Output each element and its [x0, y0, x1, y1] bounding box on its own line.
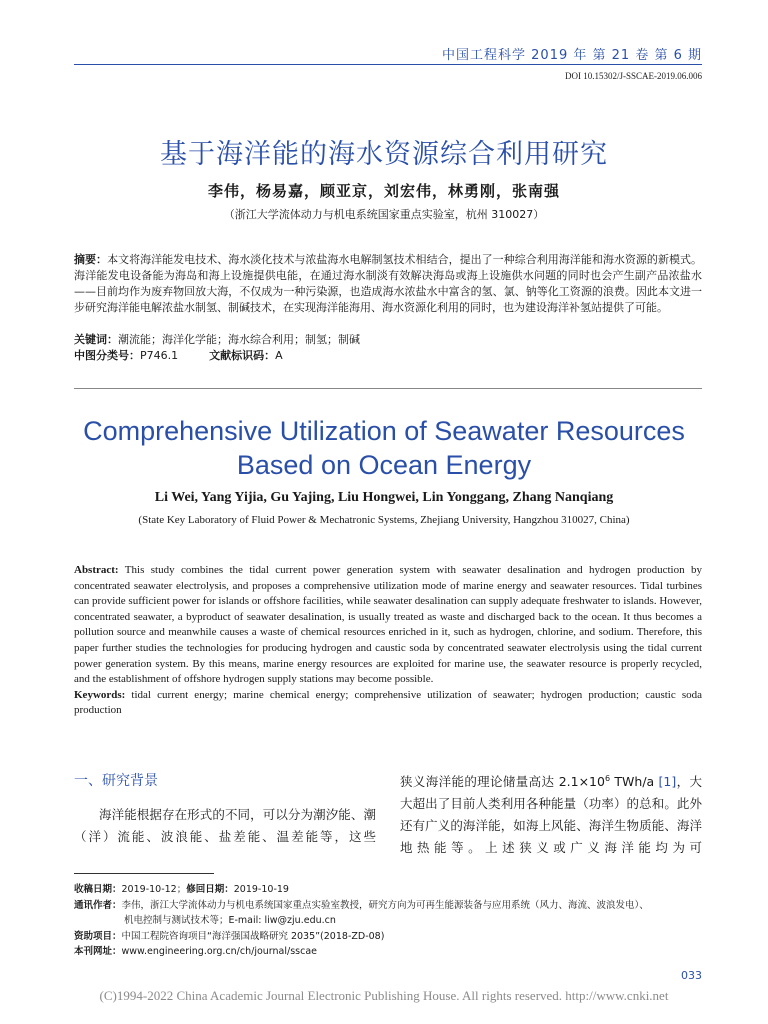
- footnote-divider: [74, 873, 214, 874]
- doc-code-label: 文献标识码：: [209, 349, 276, 362]
- exponent: 6: [604, 774, 611, 783]
- abstract-text: 本文将海洋能发电技术、海水淡化技术与浓盐海水电解制氢技术相结合，提出了一种综合利用海洋能和海水资源的新模式。海洋能发电设备能为海岛和海上设施提供电能，在通过海水制淡有效解决海岛或海上设施供水问题的同时也会产生副产品浓盐水——目前均作为废弃物回放大海，不仅成为一种污染源，也造成海水浓盐水中富含的氢、氯、钠等化工资源的浪费。因此本文进一步研究海洋能电解浓盐水制氢、制碱技术，在实现海洋能海用、海水资源化利用的同时，也为建设海洋补氢站提供了可能。: [74, 253, 703, 314]
- section-heading: 一、研究背景: [74, 773, 158, 789]
- abstract-label: 摘要：: [74, 253, 108, 266]
- page-number: 033: [681, 969, 702, 982]
- english-title: [0, 414, 768, 482]
- funding-label: 资助项目：: [74, 930, 122, 942]
- keywords-label: 关键词：: [74, 333, 118, 346]
- author-line2: 机电控制与测试技术等；E-mail: liw@zju.edu.cn: [124, 915, 336, 926]
- body-right-column: [400, 768, 702, 859]
- english-abstract-label: Abstract:: [74, 564, 119, 576]
- body-right-text-start: 狭义海洋能的理论储量高达 2.1×10: [400, 774, 605, 790]
- english-title-line2: Based on Ocean Energy: [236, 450, 532, 480]
- chinese-keywords: [74, 332, 702, 348]
- citation-link[interactable]: [1]: [658, 774, 677, 790]
- url-label: 本刊网址：: [74, 946, 122, 957]
- unit: TWh/a: [610, 774, 659, 790]
- chinese-authors: 李伟，杨易嘉，顾亚京，刘宏伟，林勇刚，张南强: [207, 182, 560, 200]
- english-title-line1: Comprehensive Utilization of Seawater Resources: [83, 416, 685, 446]
- chinese-title: 基于海洋能的海水资源综合利用研究: [160, 139, 608, 170]
- english-keywords-label: Keywords:: [74, 688, 126, 701]
- doc-code-value: A: [275, 349, 283, 362]
- corresponding-author: [74, 898, 702, 914]
- body-left-column: 海洋能根据存在形式的不同，可以分为潮汐能、潮（洋）流能、波浪能、盐差能、温差能等，这些: [74, 807, 376, 844]
- author-line1: 李伟，浙江大学流体动力与机电系统国家重点实验室教授，研究方向为可再生能源装备与应用系统（风力、海流、波浪发电）、: [121, 899, 649, 911]
- english-abstract: [74, 563, 702, 719]
- journal-url[interactable]: www.engineering.org.cn/ch/journal/sscae: [121, 946, 318, 957]
- clc-label: 中图分类号：: [74, 349, 140, 362]
- revised-label: 修回日期：: [186, 884, 234, 895]
- chinese-affiliation: （浙江大学流体动力与机电系统国家重点实验室，杭州 310027）: [223, 208, 545, 221]
- footnotes: [74, 882, 702, 960]
- classification-line: [74, 348, 702, 364]
- english-affiliation: (State Key Laboratory of Fluid Power & Mechatronic Systems, Zhejiang University, Hangzhou 310027, China): [138, 514, 630, 526]
- received-label: 收稿日期：: [74, 884, 122, 895]
- english-keywords-text: tidal current energy; marine chemical energy; comprehensive utilization of seawater; hydrogen production; caustic soda production: [74, 688, 702, 717]
- author-label: 通讯作者：: [74, 899, 122, 911]
- body-right-text-end: ，大大超出了目前人类利用各种能量（功率）的总和。此外还有广义的海洋能，如海上风能、海洋生物质能、海洋地热能等。上述狭义或广义海洋能均为可: [400, 774, 702, 856]
- dates-line: [74, 882, 702, 898]
- copyright-watermark: (C)1994-2022 China Academic Journal Electronic Publishing House. All rights reserved. http://www.cnki.net: [99, 988, 669, 1003]
- journal-header: 中国工程科学 2019 年 第 21 卷 第 6 期: [442, 48, 702, 63]
- funding-line: [74, 929, 702, 945]
- journal-url-line: [74, 944, 702, 960]
- keywords-text: 潮流能；海洋化学能；海水综合利用；制氢；制碱: [118, 333, 360, 346]
- doi: DOI 10.15302/J-SSCAE-2019.06.006: [564, 71, 702, 81]
- funding-text: 中国工程院咨询项目“海洋强国战略研究 2035”(2018-ZD-08): [121, 930, 385, 942]
- received-date: 2019-10-12；: [121, 884, 187, 895]
- english-authors: Li Wei, Yang Yijia, Gu Yajing, Liu Hongwei, Lin Yonggang, Zhang Nanqiang: [154, 490, 614, 505]
- chinese-abstract: [74, 252, 702, 316]
- header-divider: [74, 64, 702, 65]
- english-abstract-text: This study combines the tidal current power generation system with seawater desalination and hydrogen production by concentrated seawater electrolysis, and proposes a comprehensive utilization mode of marine energy and seawater resources. Tidal turbines can provide sufficient power for islands or offshore facilities, while seawater desalination can supply adequate freshwater to islands. However, concentrated seawater, a byproduct of seawater desalination, is usually treated as waste and discharged back to the ocean. It thus becomes a pollution source and meanwhile causes a waste of chemical resources enriched in it, such as hydrogen, chlorine, and sodium. Therefore, this paper further studies the technologies for producing hydrogen and caustic soda by concentrated seawater electrolysis using the tidal current power generation system. By this means, marine energy resources are exploited for marine use, the seawater resource is properly recycled, and the establishment of offshore hydrogen supply stations may become possible.: [74, 564, 702, 686]
- section-divider: [74, 388, 702, 389]
- revised-date: 2019-10-19: [233, 884, 289, 895]
- clc-value: P746.1: [140, 349, 179, 362]
